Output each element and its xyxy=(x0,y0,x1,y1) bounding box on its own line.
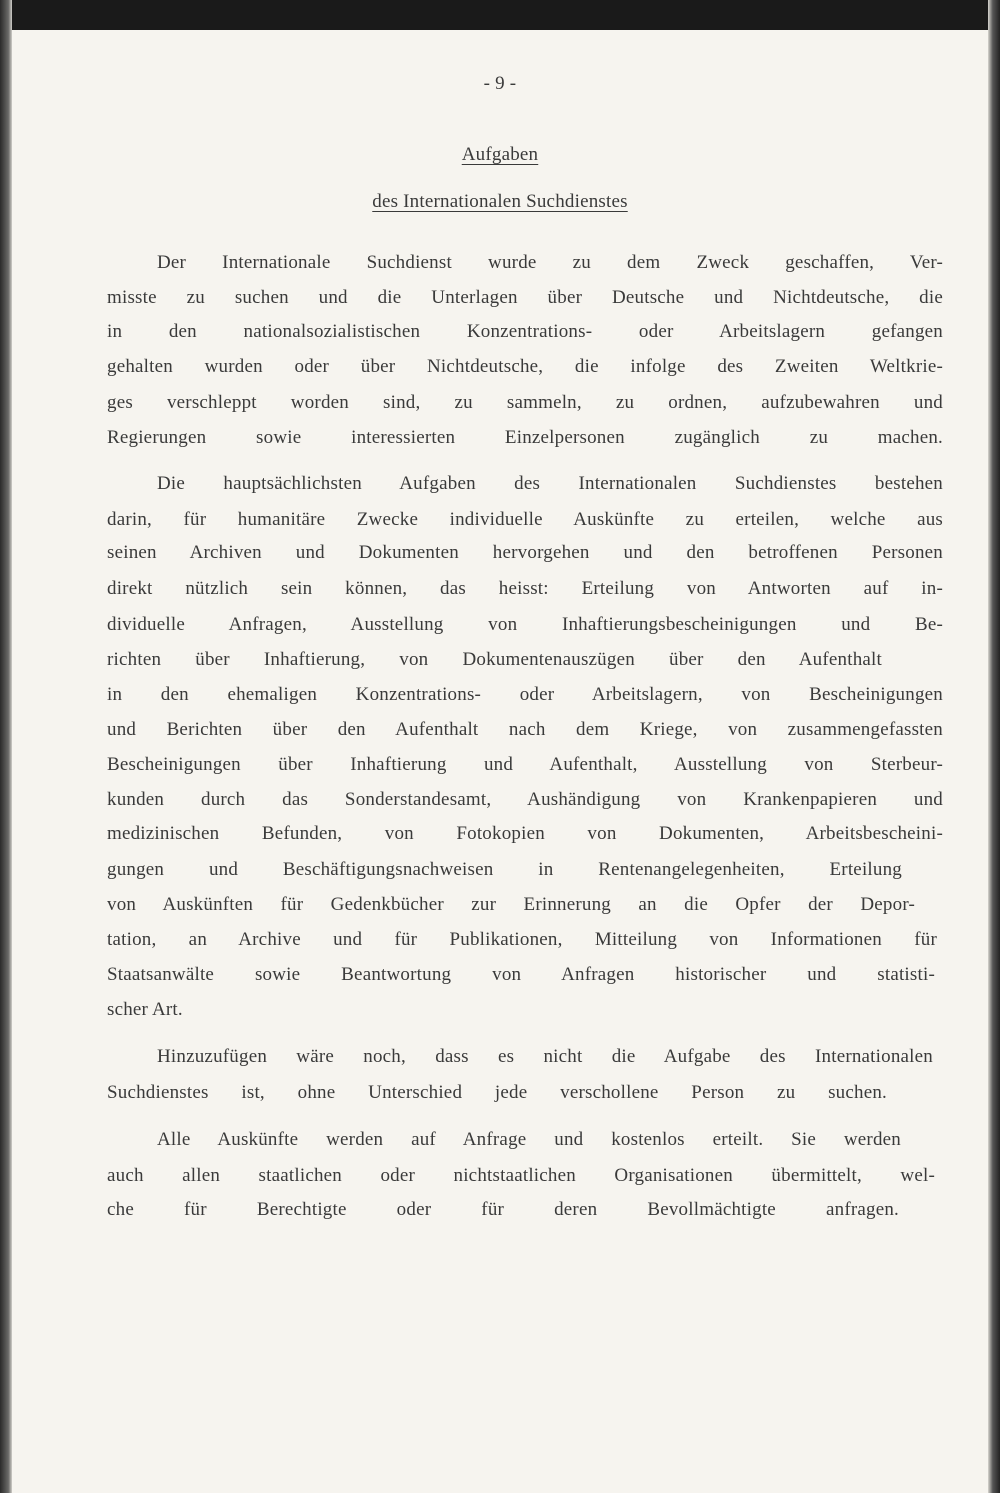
paragraph-2-line: in den ehemaligen Konzentrations- oder Arbeitslagern, von Bescheinigungen xyxy=(107,684,943,705)
paragraph-2-line: darin, für humanitäre Zwecke individuelle Auskünfte zu erteilen, welche aus xyxy=(107,509,943,530)
paragraph-2-line: seinen Archiven und Dokumenten hervorgehen und den betroffenen Personen xyxy=(107,542,943,563)
paragraph-2-line: direkt nützlich sein können, das heisst: Erteilung von Antworten auf in- xyxy=(107,578,943,599)
paragraph-4-line: auch allen staatlichen oder nichtstaatlichen Organisationen übermittelt, wel- xyxy=(107,1165,935,1186)
paragraph-3-line: Suchdienstes ist, ohne Unterschied jede verschollene Person zu suchen. xyxy=(107,1082,887,1103)
paragraph-2-line: Staatsanwälte sowie Beantwortung von Anfragen historischer und statisti- xyxy=(107,964,935,985)
paragraph-2-line: dividuelle Anfragen, Ausstellung von Inhaftierungsbescheinigungen und Be- xyxy=(107,614,943,635)
heading-aufgaben: Aufgaben xyxy=(461,144,539,165)
paragraph-1-line: Der Internationale Suchdienst wurde zu dem Zweck geschaffen, Ver- xyxy=(157,252,943,273)
paragraph-2-line: gungen und Beschäftigungsnachweisen in Rentenangelegenheiten, Erteilung xyxy=(107,859,902,880)
paragraph-2-line: scher Art. xyxy=(107,999,183,1020)
paragraph-4-line: Alle Auskünfte werden auf Anfrage und kostenlos erteilt. Sie werden xyxy=(157,1129,901,1150)
paragraph-2-line: und Berichten über den Aufenthalt nach dem Kriege, von zusammengefassten xyxy=(107,719,943,740)
paragraph-2-line: tation, an Archive und für Publikationen, Mitteilung von Informationen für xyxy=(107,929,937,950)
paragraph-1-line: misste zu suchen und die Unterlagen über Deutsche und Nichtdeutsche, die xyxy=(107,287,943,308)
paragraph-2-line: kunden durch das Sonderstandesamt, Aushändigung von Krankenpapieren und xyxy=(107,789,943,810)
heading-line-1 xyxy=(0,144,1000,166)
heading-suchdienst: des Internationalen Suchdienstes xyxy=(372,191,628,212)
paragraph-2-line: von Auskünften für Gedenkbücher zur Erinnerung an die Opfer der Depor- xyxy=(107,894,915,915)
paragraph-2-line: Bescheinigungen über Inhaftierung und Aufenthalt, Ausstellung von Sterbeur- xyxy=(107,754,943,775)
page-edge-left xyxy=(0,0,12,1493)
paragraph-4-line: che für Berechtigte oder für deren Bevollmächtigte anfragen. xyxy=(107,1199,899,1220)
paragraph-2-line: medizinischen Befunden, von Fotokopien von Dokumenten, Arbeitsbescheini- xyxy=(107,823,943,844)
paragraph-2-line: Die hauptsächlichsten Aufgaben des Internationalen Suchdienstes bestehen xyxy=(157,473,943,494)
page-number: - 9 - xyxy=(483,73,517,94)
paragraph-3-line: Hinzuzufügen wäre noch, dass es nicht die Aufgabe des Internationalen xyxy=(157,1046,933,1067)
paragraph-2-line: richten über Inhaftierung, von Dokumentenauszügen über den Aufenthalt xyxy=(107,649,882,670)
paragraph-1-line: ges verschleppt worden sind, zu sammeln, zu ordnen, aufzubewahren und xyxy=(107,392,943,413)
paragraph-1-line: in den nationalsozialistischen Konzentrations- oder Arbeitslagern gefangen xyxy=(107,321,943,342)
page-edge-right xyxy=(988,0,1000,1493)
heading-line-2 xyxy=(0,191,1000,213)
paragraph-1-line: Regierungen sowie interessierten Einzelpersonen zugänglich zu machen. xyxy=(107,427,943,448)
paragraph-1-line: gehalten wurden oder über Nichtdeutsche, die infolge des Zweiten Weltkrie- xyxy=(107,356,943,377)
